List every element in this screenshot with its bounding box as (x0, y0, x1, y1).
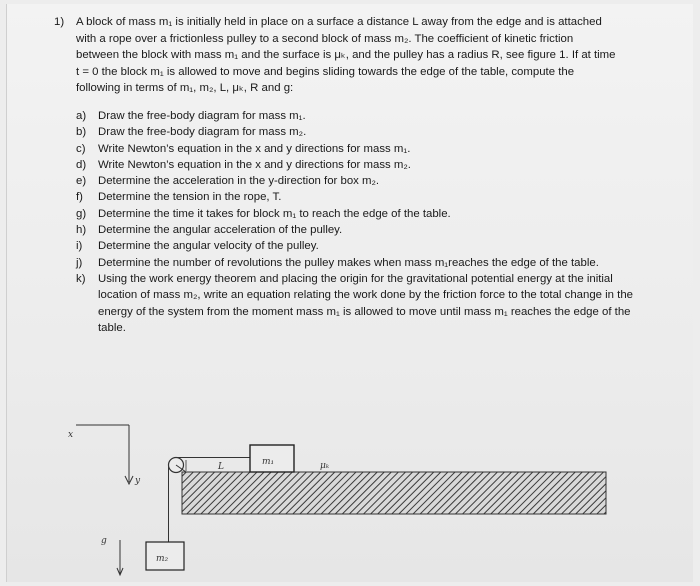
table (182, 472, 606, 514)
part-label: j) (76, 256, 83, 269)
part-text: Draw the free-body diagram for mass m₁. (98, 110, 306, 122)
part-text: Draw the free-body diagram for mass m₂. (98, 126, 307, 139)
part-label: a) (76, 110, 87, 122)
friction-label: μₖ (320, 461, 330, 471)
gravity-arrow (101, 536, 123, 575)
part-label: b) (76, 126, 87, 139)
part-label: i) (76, 240, 83, 253)
part-text: Using the work energy theorem and placing the origin for the gravitational potential energy at the initial location of mass m₂, write an equation relating the work done by the friction force to the total change in the energy of the system from the moment mass m₁ is allowed to move until mass m₁ reaches the edge of the table. (98, 272, 634, 334)
part-label: h) (76, 224, 87, 237)
block-m2-label: m₂ (156, 554, 169, 564)
gravity-label: g (101, 536, 107, 546)
coordinate-axes (68, 425, 141, 486)
problem-number: 1) (54, 16, 65, 28)
part-text: Determine the acceleration in the y-direction for box m₂. (98, 175, 380, 188)
part-text: Write Newton’s equation in the x and y directions for mass m₁. (98, 142, 411, 155)
distance-marker (186, 460, 250, 472)
y-axis-label: y (135, 476, 141, 486)
part-text: Write Newton’s equation in the x and y directions for mass m₂. (98, 158, 411, 171)
part-label: k) (76, 272, 86, 285)
part-text: Determine the number of revolutions the pulley makes when mass m₁reaches the edge of the table. (98, 256, 599, 269)
part-label: g) (76, 207, 87, 220)
part-text: Determine the time it takes for block m₁ to reach the edge of the table. (98, 207, 451, 220)
part-label: d) (76, 158, 87, 171)
block-m1-label: m₁ (262, 457, 275, 467)
part-label: c) (76, 142, 86, 155)
part-text: Determine the angular acceleration of the pulley. (98, 224, 343, 237)
part-label: e) (76, 175, 87, 188)
part-text: Determine the angular velocity of the pulley. (98, 240, 319, 253)
x-axis-label: x (68, 430, 74, 440)
part-text: Determine the tension in the rope, T. (98, 191, 282, 204)
problem-intro: A block of mass m₁ is initially held in place on a surface a distance L away from the edge and is attached with a rope over a frictionless pulley to a second block of mass m₂. The coefficient of kinetic friction between the block with mass m₁ and the surface is μₖ, and the pulley has a radius R, see figure 1. If at time t = 0 the block m₁ is allowed to move and begins sliding towards the edge of the table, compute the following in terms of m₁, m₂, L, μₖ, R and g: (76, 16, 616, 95)
part-label: f) (76, 191, 83, 204)
distance-label: L (218, 462, 224, 472)
